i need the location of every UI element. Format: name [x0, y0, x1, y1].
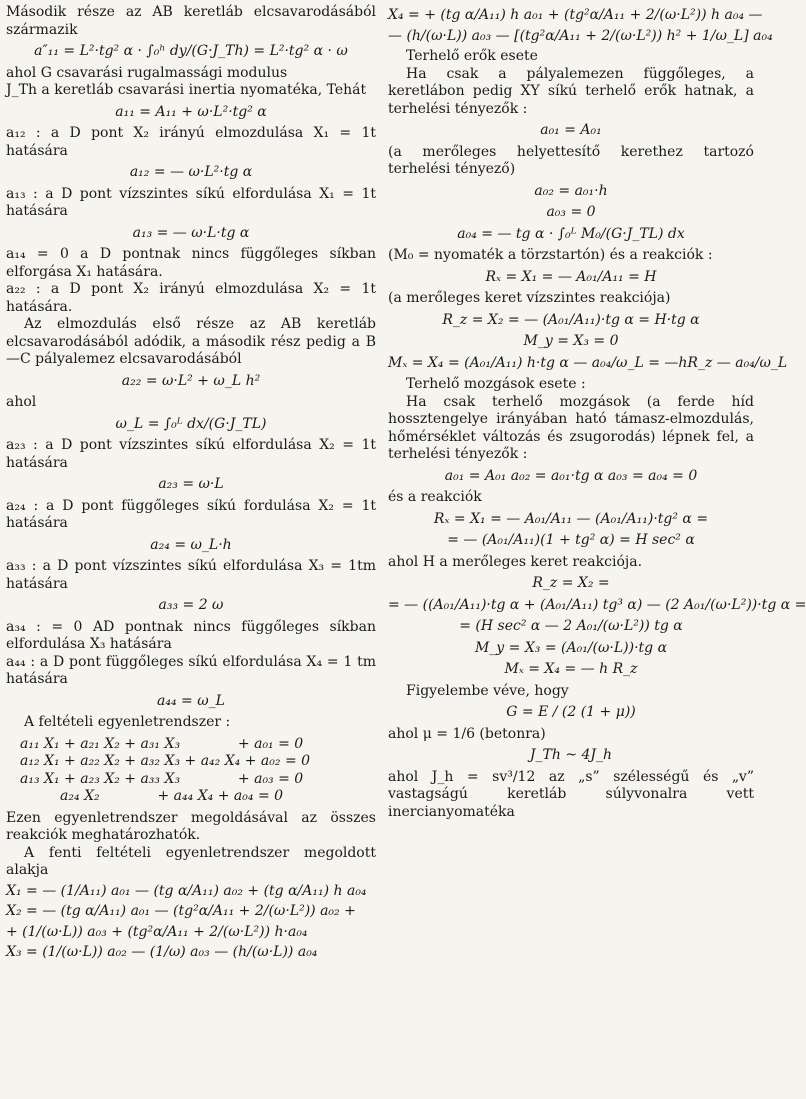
paragraph: a₃₃ : a D pont vízszintes síkú elfordulása X₃ = 1tm hatására: [6, 558, 376, 592]
paragraph: a₂₃ : a D pont vízszintes síkú elfordulása X₂ = 1t hatására: [6, 437, 376, 471]
paragraph: Ha csak terhelő mozgások (a ferde híd hossztengelye irányában ható támasz-elmozdulás, hőmérséklet változás és zsugorodás) lépnek fel, a terhelési tényezők :: [388, 393, 754, 462]
equation: X₁ = — (1/A₁₁) a₀₁ — (tg α/A₁₁) a₀₂ + (tg α/A₁₁) h a₀₄: [6, 882, 367, 899]
equation: a₀₁ = A₀₁: [540, 122, 602, 138]
paragraph: Terhelő erők esete: [406, 48, 538, 64]
paragraph: a₁₂ : a D pont X₂ irányú elmozdulása X₁ = 1t hatására: [6, 125, 376, 159]
equation: M_y = X₃ = 0: [523, 333, 619, 349]
left-column: [6, 4, 376, 965]
equation: G = E / (2 (1 + μ)): [506, 704, 636, 720]
paragraph: Második része az AB keretláb elcsavarodásából származik: [6, 4, 376, 38]
paragraph: (a merőleges keret vízszintes reakciója): [388, 290, 671, 306]
equation: X₃ = (1/(ω·L)) a₀₂ — (1/ω) a₀₃ — (h/(ω·L)) a₀₄: [6, 944, 318, 960]
paragraph: A fenti feltételi egyenletrendszer megoldott alakja: [6, 844, 376, 878]
equation-system: a₁₁ X₁ + a₂₁ X₂ + a₃₁ X₃ + a₀₁ = 0 a₁₂ X₁ + a₂₂ X₂ + a₃₂ X₃ + a₄₂ X₄ + a₀₂ = 0 a₁₃ X₁ + a₂₃ X₂ + a₃₃ X₃ + a₀₃ = 0 a₂₄ X₂ + a₄₄ X₄ + a₀₄ = 0: [20, 735, 311, 804]
paragraph: A feltételi egyenletrendszer :: [24, 714, 231, 730]
paragraph: a₃₄ : = 0 AD pontnak nincs függőleges síkban elfordulása X₃ hatására: [6, 618, 376, 652]
equation: Mₓ = X₄ = — h R_z: [504, 661, 638, 677]
equation: Rₓ = X₁ = — A₀₁/A₁₁ = H: [485, 268, 657, 285]
equation: + (1/(ω·L)) a₀₃ + (tg²α/A₁₁ + 2/(ω·L²)) h·a₀₄: [6, 923, 308, 940]
equation: a₀₂ = a₀₁·h: [534, 182, 608, 199]
equation: a₄₄ = ω_L: [157, 692, 225, 709]
equation: a₁₁ = A₁₁ + ω·L²·tg² α: [115, 103, 267, 120]
equation: Rₓ = X₁ = — A₀₁/A₁₁ — (A₀₁/A₁₁)·tg² α =: [433, 510, 709, 527]
paragraph: a₄₄ : a D pont függőleges síkú elfordulása X₄ = 1 tm hatására: [6, 653, 376, 687]
paragraph: Ezen egyenletrendszer megoldásával az összes reakciók meghatározhatók.: [6, 809, 376, 843]
equation: a₃₃ = 2 ω: [158, 597, 224, 613]
paragraph: Az elmozdulás első része az AB keretláb elcsavarodásából adódik, a második rész pedig a B—C pályalemez elcsavarodásából: [6, 316, 376, 367]
equation: = — ((A₀₁/A₁₁)·tg α + (A₀₁/A₁₁) tg³ α) — (2 A₀₁/(ω·L²))·tg α =: [388, 596, 806, 613]
equation: Mₓ = X₄ = (A₀₁/A₁₁) h·tg α — a₀₄/ω_L = —hR_z — a₀₄/ω_L: [388, 354, 788, 371]
equation: = — (A₀₁/A₁₁)(1 + tg² α) = H sec² α: [447, 532, 695, 548]
equation: = (H sec² α — 2 A₀₁/(ω·L²)) tg α: [459, 618, 683, 634]
equation: X₄ = + (tg α/A₁₁) h a₀₁ + (tg²α/A₁₁ + 2/(ω·L²)) h a₀₄ —: [388, 7, 763, 23]
paragraph: a₂₂ : a D pont X₂ irányú elmozdulása X₂ = 1t hatására.: [6, 281, 376, 315]
paragraph: J_Th a keretláb csavarási inertia nyomatéka, Tehát: [6, 82, 367, 98]
equation: a₂₂ = ω·L² + ω_L h²: [121, 372, 261, 389]
paragraph: (M₀ = nyomaték a törzstartón) és a reakciók :: [388, 247, 713, 263]
equation: a″₁₁ = L²·tg² α · ∫₀ʰ dy/(G·J_Th) = L²·tg² α · ω: [34, 43, 348, 59]
paragraph: ahol: [6, 394, 37, 410]
paragraph: Terhelő mozgások esete :: [406, 376, 586, 392]
paragraph: ahol μ = 1/6 (betonra): [388, 725, 546, 742]
right-column: [388, 4, 806, 821]
equation: — (h/(ω·L)) a₀₃ — [(tg²α/A₁₁ + 2/(ω·L²)) h² + 1/ω_L] a₀₄: [388, 27, 773, 44]
paragraph: a₁₃ : a D pont vízszintes síkú elfordulása X₁ = 1t hatására: [6, 185, 376, 219]
equation: a₂₃ = ω·L: [158, 476, 224, 492]
equation: a₀₃ = 0: [546, 204, 596, 220]
paragraph: (a merőleges helyettesítő kerethez tartozó terhelési tényező): [388, 143, 754, 177]
paragraph: a₁₄ = 0 a D pontnak nincs függőleges síkban elforgása X₁ hatására.: [6, 246, 376, 280]
paragraph: és a reakciók: [388, 489, 482, 505]
paragraph: ahol H a merőleges keret reakciója.: [388, 553, 643, 570]
equation: R_z = X₂ =: [532, 575, 610, 591]
equation: a₁₂ = — ω·L²·tg α: [129, 164, 253, 180]
equation: a₀₁ = A₀₁ a₀₂ = a₀₁·tg α a₀₃ = a₀₄ = 0: [444, 467, 698, 484]
paragraph: ahol J_h = sv³/12 az „s” szélességű és „v” vastagságú keretláb súlyvonalra vett inercianyomatéka: [388, 768, 754, 820]
equation: a₀₄ = — tg α · ∫₀ᴸ M₀/(G·J_TL) dx: [457, 225, 685, 242]
paragraph: Figyelembe véve, hogy: [406, 682, 569, 699]
paragraph: ahol G csavarási rugalmassági modulus: [6, 64, 288, 81]
equation: ω_L = ∫₀ᴸ dx/(G·J_TL): [115, 415, 267, 432]
paragraph: a₂₄ : a D pont függőleges síkú fordulása X₂ = 1t hatására: [6, 497, 376, 531]
equation: R_z = X₂ = — (A₀₁/A₁₁)·tg α = H·tg α: [442, 311, 700, 328]
paragraph: Ha csak a pályalemezen függőleges, a keretlábon pedig XY síkú terhelő erők hatnak, a terhelési tényezők :: [388, 65, 754, 117]
equation: M_y = X₃ = (A₀₁/(ω·L))·tg α: [474, 639, 668, 656]
equation: a₂₄ = ω_L·h: [150, 536, 232, 553]
equation: a₁₃ = — ω·L·tg α: [132, 224, 250, 241]
equation: X₂ = — (tg α/A₁₁) a₀₁ — (tg²α/A₁₁ + 2/(ω·L²)) a₀₂ +: [6, 903, 356, 919]
equation: J_Th ~ 4J_h: [529, 747, 613, 763]
